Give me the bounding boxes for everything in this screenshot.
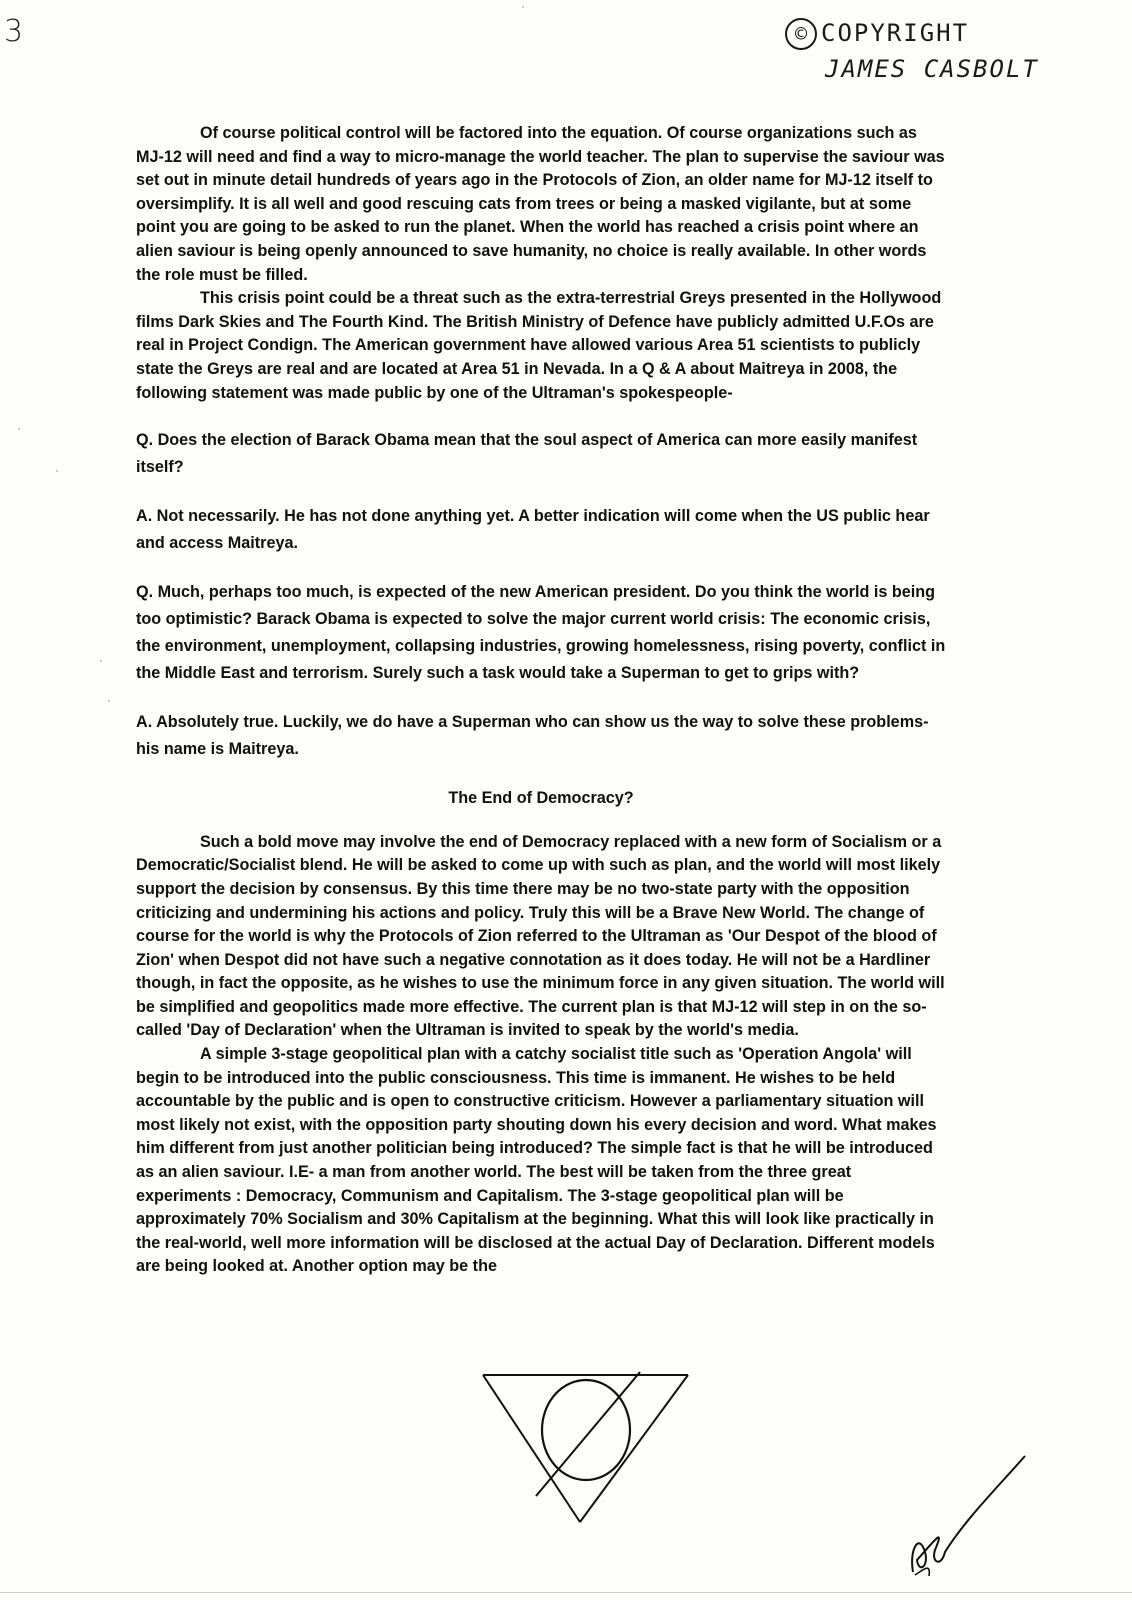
paragraph-2: This crisis point could be a threat such as the extra-terrestrial Greys presented in the Hollywood films Dark Skies and The Fourth Kind. The British Ministry of Defence have publicly admitted U.F.Os are real in Project Condign. The American government have allowed various Area 51 scientists to publicly state the Greys are real and are located at Area 51 in Nevada. In a Q & A about Maitreya in 2008, the following statement was made public by one of the Ultraman's spokespeople-	[136, 289, 942, 402]
document-body	[136, 122, 946, 1279]
section-heading: The End of Democracy?	[448, 789, 634, 808]
copyright-line-2: JAMES CASBOLT	[825, 55, 1039, 83]
paragraph-4: A simple 3-stage geopolitical plan with a catchy socialist title such as 'Operation Angola' will begin to be introduced into the public consciousness. This time is immanent. He wishes to be held accountable by the public and is open to constructive criticism. However a parliamentary situation will most likely not exist, with the opposition party shouting down his every decision and word. What makes him different from just another politician being introduced? The simple fact is that he will be introduced as an alien saviour. I.E- a man from another world. The best will be taken from the three great experiments : Democracy, Communism and Capitalism. The 3-stage geopolitical plan will be approximately 70% Socialism and 30% Capitalism at the beginning. What this will look like practically in the real-world, well more information will be disclosed at the actual Day of Declaration. Different models are being looked at. Another option may be the	[136, 1045, 937, 1276]
copyright-notice	[785, 18, 1075, 84]
page-number: 3	[4, 14, 24, 49]
paragraph-1: Of course political control will be factored into the equation. Of course organizations such as MJ-12 will need and find a way to micro-manage the world teacher. The plan to supervise the saviour was set out in minute detail hundreds of years ago in the Protocols of Zion, an older name for MJ-12 itself to oversimplify. It is all well and good rescuing cats from trees or being a masked vigilante, but at some point you are going to be asked to run the planet. When the world has reached a crisis point where an alien saviour is being openly announced to save humanity, no choice is really available. In other words the role must be filled.	[136, 124, 945, 284]
paragraph-3: Such a bold move may involve the end of Democracy replaced with a new form of Socialism or a Democratic/Socialist blend. He will be asked to come up with such as plan, and the world will most likely support the decision by consensus. By this time there may be no two-state party with the opposition criticizing and undermining his actions and policy. Truly this will be a Brave New World. The change of course for the world is why the Protocols of Zion referred to the Ultraman as 'Our Despot of the blood of Zion' when Despot did not have such a negative connotation as it does today. He will not be a Hardliner though, in fact the opposite, as he wishes to use the minimum force in any given situation. The world will be simplified and geopolitics made more effective. The current plan is that MJ-12 will step in on the so-called 'Day of Declaration' when the Ultraman is invited to speak by the world's media.	[136, 832, 945, 1040]
triangle-circle-symbol-icon	[478, 1370, 698, 1530]
question-2: Q. Much, perhaps too much, is expected of the new American president. Do you think the world is being too optimistic? Barack Obama is expected to solve the major current world crisis: The economic crisis, the environment, unemployment, collapsing industries, growing homelessness, rising poverty, conflict in the Middle East and terrorism. Surely such a task would take a Superman to get to grips with?	[136, 583, 946, 683]
signature-icon	[905, 1440, 1045, 1580]
scan-speck	[56, 470, 58, 472]
scan-speck	[18, 428, 20, 430]
question-1: Q. Does the election of Barack Obama mean that the soul aspect of America can more easily manifest itself?	[136, 431, 918, 477]
scan-speck	[108, 700, 110, 702]
answer-2: A. Absolutely true. Luckily, we do have a Superman who can show us the way to solve these problems- his name is Maitreya.	[136, 713, 929, 759]
page-edge	[0, 1592, 1132, 1593]
scan-speck	[522, 6, 524, 8]
scan-speck	[100, 660, 102, 662]
answer-1: A. Not necessarily. He has not done anything yet. A better indication will come when the US public hear and access Maitreya.	[136, 507, 930, 553]
copyright-symbol: ©	[785, 18, 817, 50]
copyright-line-1: COPYRIGHT	[821, 19, 970, 47]
